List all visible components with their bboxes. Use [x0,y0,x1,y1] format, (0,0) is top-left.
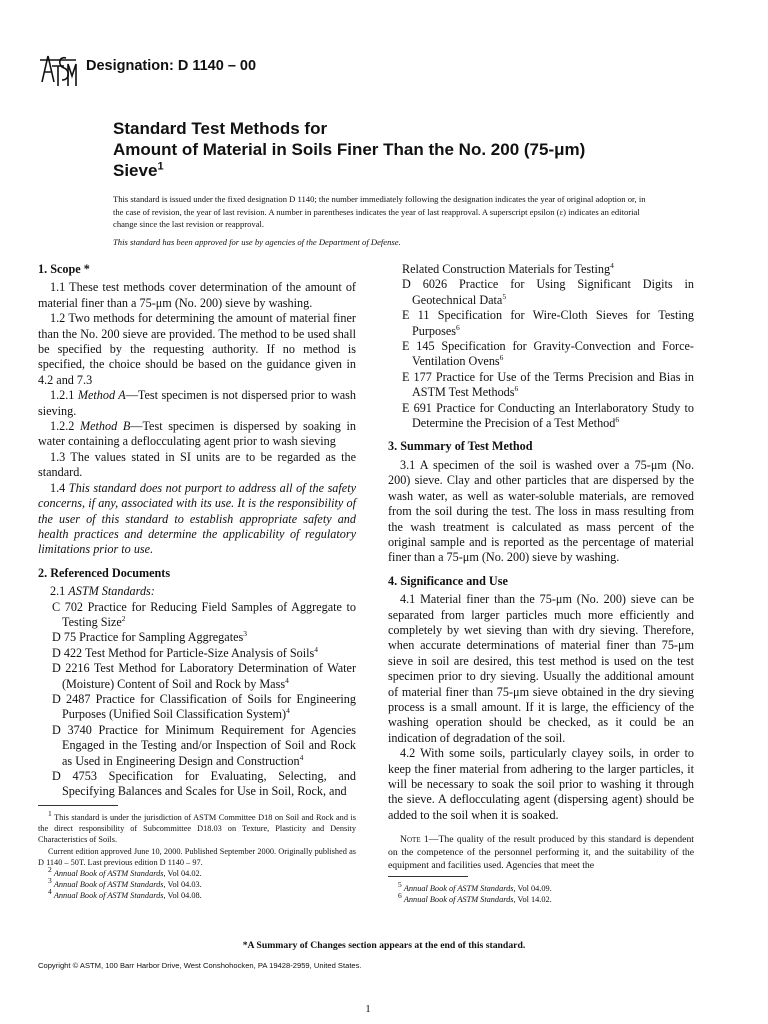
reference-text: E 691 Practice for Conducting an Interlaboratory Study to Determine the Precision of a Test Method [402,400,694,431]
method-b-text: —Test specimen is dispersed by soaking in water containing a deflocculating agent prior to wash sieving [38,419,356,449]
footnote-rule-left [38,805,118,806]
summary-of-changes-notice: *A Summary of Changes section appears at the end of this standard. [242,940,526,951]
method-a-label: Method A [77,388,126,403]
safety-caveat: This standard does not purport to address all of the safety concerns, if any, associated with its use. It is the responsibility of the user of this standard to establish appropriate safety and health practices and determine the applicability of regulatory limitations prior to use. [38,480,356,557]
reference-text: D 422 Test Method for Particle-Size Analysis of Soils [52,645,315,660]
footnote-book: Annual Book of ASTM Standards [403,895,514,905]
reference-item [38,661,356,692]
footnote-mark: 6 [398,891,402,901]
footnote-mark: 6 [499,353,504,363]
reference-item [388,370,694,401]
page-number: 1 [365,1003,371,1015]
footnote-book: Annual Book of ASTM Standards [53,869,164,879]
para-1-2-2 [38,419,356,450]
footnote-mark: 5 [398,880,402,890]
reference-item [38,646,356,661]
designation: Designation: D 1140 – 00 [86,58,257,74]
reference-text: Related Construction Materials for Testing [402,262,611,276]
section-3-heading: 3. Summary of Test Method [388,439,533,454]
document-title [113,118,713,181]
footnote-mark: 4 [299,752,304,762]
issued-statement: This standard is issued under the fixed designation D 1140; the number immediately following the designation indicates the year of original adoption or, in the case of revision, the year of last revision. A number in parentheses indicates the year of last reapproval. A superscript epsilon (ε) indicates an editorial change since the last revision or reapproval. [113,194,646,229]
reference-text: D 3740 Practice for Minimum Requirement for Agencies Engaged in the Testing and/or Inspection of Soil and Rock as Used in Engineering Design and Construction [52,722,356,768]
footnote-rule-right [388,876,468,877]
footnote-book: Annual Book of ASTM Standards [53,880,164,890]
para-1-2-1 [38,388,356,419]
footnote-mark: 6 [615,415,620,424]
para-num: 1.2.2 [50,419,75,434]
para-num: 1.4 [50,480,66,495]
reference-item [388,401,694,432]
footnote-mark: 6 [456,322,460,332]
reference-text: E 145 Specification for Gravity-Convection and Force-Ventilation Ovens [402,339,694,369]
title-line-2: Amount of Material in Soils Finer Than the No. 200 (75-μm) [113,140,586,159]
para-1-3: 1.3 The values stated in SI units are to be regarded as the standard. [38,449,356,480]
reference-item [388,339,694,370]
footnote-volume: , Vol 04.03. [163,880,202,890]
para-2-1 [38,584,356,599]
footnote-volume: , Vol 04.09. [513,884,552,893]
copyright: Copyright © ASTM, 100 Barr Harbor Drive, West Conshohocken, PA 19428-2959, United States. [38,961,362,970]
reference-item [38,630,356,645]
para-1-2: 1.2 Two methods for determining the amount of material finer than the No. 200 sieve are provided. The method to be used shall be specified by the requesting authority. If no method is specified, the choice should be based on the guidance given in 4.2 and 7.3 [38,311,356,387]
note-1 [388,833,694,872]
reference-text: D 6026 Practice for Using Significant Digits in Geotechnical Data [402,277,694,307]
footnote-6 [388,891,694,905]
footnote-mark: 4 [314,644,319,654]
reference-item [38,600,356,631]
footnote-book: Annual Book of ASTM Standards [403,884,514,893]
title-line-1: Standard Test Methods for [113,119,328,138]
method-a-text: —Test specimen is not dispersed prior to wash sieving. [38,388,356,418]
reference-continuation [388,262,694,277]
title-sieve: Sieve [113,161,158,180]
reference-text: D 2487 Practice for Classification of Soils for Engineering Purposes (Unified Soil Classification System) [52,691,356,722]
dod-approval: This standard has been approved for use by agencies of the Department of Defense. [113,237,401,247]
footnote-mark: 5 [502,291,507,301]
section-4-heading: 4. Significance and Use [388,573,508,588]
reference-item [38,723,356,769]
footnote-5 [388,880,694,894]
right-reference-list [388,277,694,431]
title-footnote-mark: 1 [157,160,164,173]
right-column [388,262,694,872]
astm-standards-label: ASTM Standards: [68,584,155,599]
edition-note: Current edition approved June 10, 2000. Published September 2000. Originally published as D 1140 – 50T. Last previous edition D 1140 – 97. [38,846,356,867]
footnote-mark: 3 [48,876,52,886]
para-num: 1.2.1 [50,388,75,403]
note-text: —The quality of the result produced by this standard is dependent on the competence of the personnel performing it, and the suitability of the equipment and facilities used. Agencies that meet the [388,834,694,872]
footnotes-left [38,809,356,902]
footnote-volume: , Vol 14.02. [513,895,552,905]
section-1-heading: 1. Scope * [38,262,90,276]
note-label: Note 1 [400,834,429,846]
footnotes-right [388,880,694,905]
reference-text: D 4753 Specification for Evaluating, Selecting, and Specifying Balances and Scales for Use in Soil, Rock, and [52,769,356,799]
left-column [38,262,356,800]
footnote-mark: 4 [286,706,290,716]
footnote-mark: 3 [243,629,247,639]
reference-text: E 177 Practice for Use of the Terms Precision and Bias in ASTM Test Methods [402,369,694,400]
para-1-4 [38,481,356,558]
footnote-3 [38,876,356,890]
footnote-mark: 6 [514,384,519,394]
para-4-2: 4.2 With some soils, particularly clayey soils, in order to keep the finer material from adhering to the larger particles, it will be necessary to soak the soil prior to washing it through the sieve. A deflocculating agent (dispersing agent) should be added to the soil when it is soaked. [388,746,694,822]
footnote-book: Annual Book of ASTM Standards [53,891,164,901]
reference-text: C 702 Practice for Reducing Field Samples of Aggregate to Testing Size [52,599,356,629]
method-b-label: Method B [79,419,131,434]
reference-item [38,692,356,723]
reference-text: D 2216 Test Method for Laboratory Determination of Water (Moisture) Content of Soil and Rock by Mass [52,661,356,691]
footnote-mark: 4 [48,887,52,897]
footnote-text: This standard is under the jurisdiction of ASTM Committee D18 on Soil and Rock and is the direct responsibility of Subcommittee D18.03 on Texture, Plasticity and Density Characteristics of Soils. [38,813,356,845]
footnote-mark: 4 [610,260,614,270]
para-1-1: 1.1 These test methods cover determination of the amount of material finer than a 75-μm (No. 200) sieve by washing. [38,280,356,310]
reference-text: E 11 Specification for Wire-Cloth Sieves for Testing Purposes [402,308,694,338]
footnote-1 [38,809,356,846]
reference-item [38,769,356,800]
para-num: 2.1 [50,584,66,599]
footnote-mark: 2 [48,865,52,875]
title-line-3 [113,160,713,181]
footnote-mark: 2 [121,613,126,623]
footnote-2 [38,865,356,879]
reference-text: D 75 Practice for Sampling Aggregates [52,630,244,645]
footnote-4 [38,887,356,901]
para-3-1: 3.1 A specimen of the soil is washed over a 75-μm (No. 200) sieve. Clay and other particles that are dispersed by the wash water, as well as water-soluble materials, are removed from the soil during the test. The loss in mass resulting from the wash treatment is calculated as mass percent of the original sample and is reported as the percentage of material finer than a 75-μm (No. 200) sieve by washing. [388,457,694,565]
reference-item [388,277,694,308]
footnote-mark: 1 [48,809,52,819]
para-4-1: 4.1 Material finer than the 75-μm (No. 200) sieve can be separated from larger particles much more efficiently and completely by wet sieving than with dry sieving. Therefore, when accurate determinations of material finer than 75-μm sieve in soil are desired, this test method is used on the test specimen prior to dry sieving. Usually the additional amount of material finer than 75-μm sieve obtained in the dry sieving process is a small amount. If it is large, the efficiency of the washing operation should be checked, as it could be an indication of degradation of the soil. [388,592,694,745]
left-reference-list [38,600,356,800]
section-2-heading: 2. Referenced Documents [38,565,171,580]
astm-logo [38,52,78,88]
footnote-volume: , Vol 04.08. [163,891,202,901]
reference-item [388,308,694,339]
footnote-mark: 4 [285,675,289,685]
footnote-volume: , Vol 04.02. [163,869,202,879]
